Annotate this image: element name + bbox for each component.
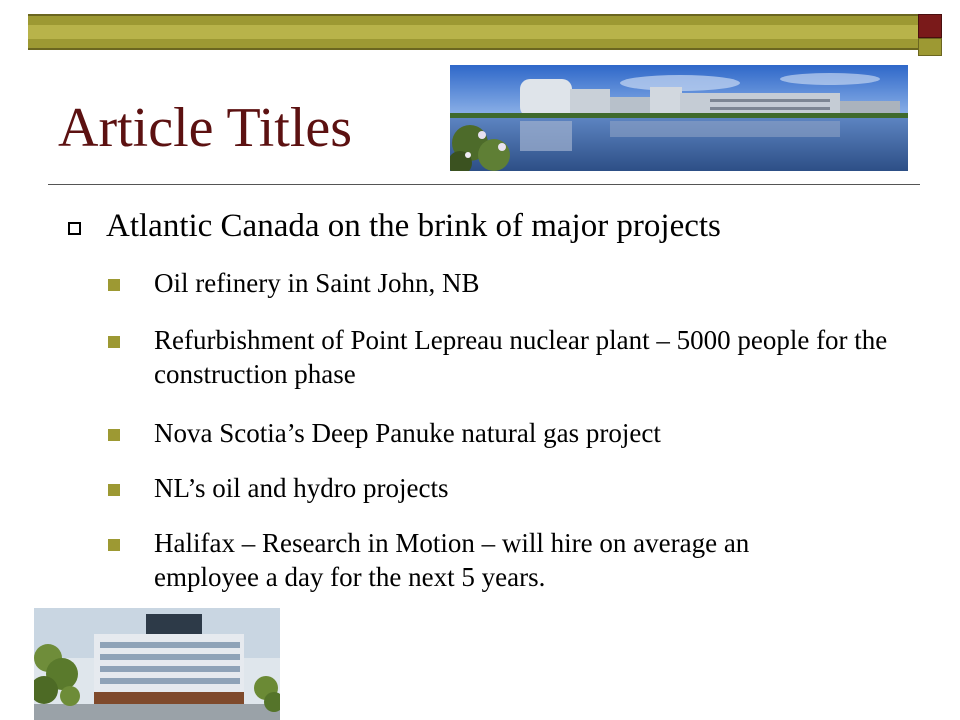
- slide-title: Article Titles: [58, 97, 353, 159]
- top-accent-bar-stripe: [28, 25, 918, 39]
- square-bullet-icon: [108, 336, 120, 348]
- corner-square-dark: [918, 14, 942, 38]
- square-bullet-icon: [108, 429, 120, 441]
- sub-bullet: Oil refinery in Saint John, NB: [154, 268, 480, 298]
- main-bullet: Atlantic Canada on the brink of major projects: [106, 208, 721, 244]
- square-bullet-icon: [108, 539, 120, 551]
- nuclear-plant-photo: [450, 65, 908, 171]
- top-accent-bar: [28, 14, 918, 50]
- sub-bullet: NL’s oil and hydro projects: [154, 473, 449, 503]
- corner-square-light: [918, 38, 942, 56]
- sub-bullet: Halifax – Research in Motion – will hire on average an employee a day for the next 5 years.: [154, 528, 750, 592]
- square-bullet-icon: [108, 279, 120, 291]
- title-divider: [48, 184, 920, 185]
- hollow-square-bullet-icon: [68, 222, 81, 235]
- sub-bullet: Nova Scotia’s Deep Panuke natural gas project: [154, 418, 661, 448]
- square-bullet-icon: [108, 484, 120, 496]
- office-building-rendering: [34, 608, 280, 720]
- sub-bullet: Refurbishment of Point Lepreau nuclear plant – 5000 people for the construction phase: [154, 325, 888, 389]
